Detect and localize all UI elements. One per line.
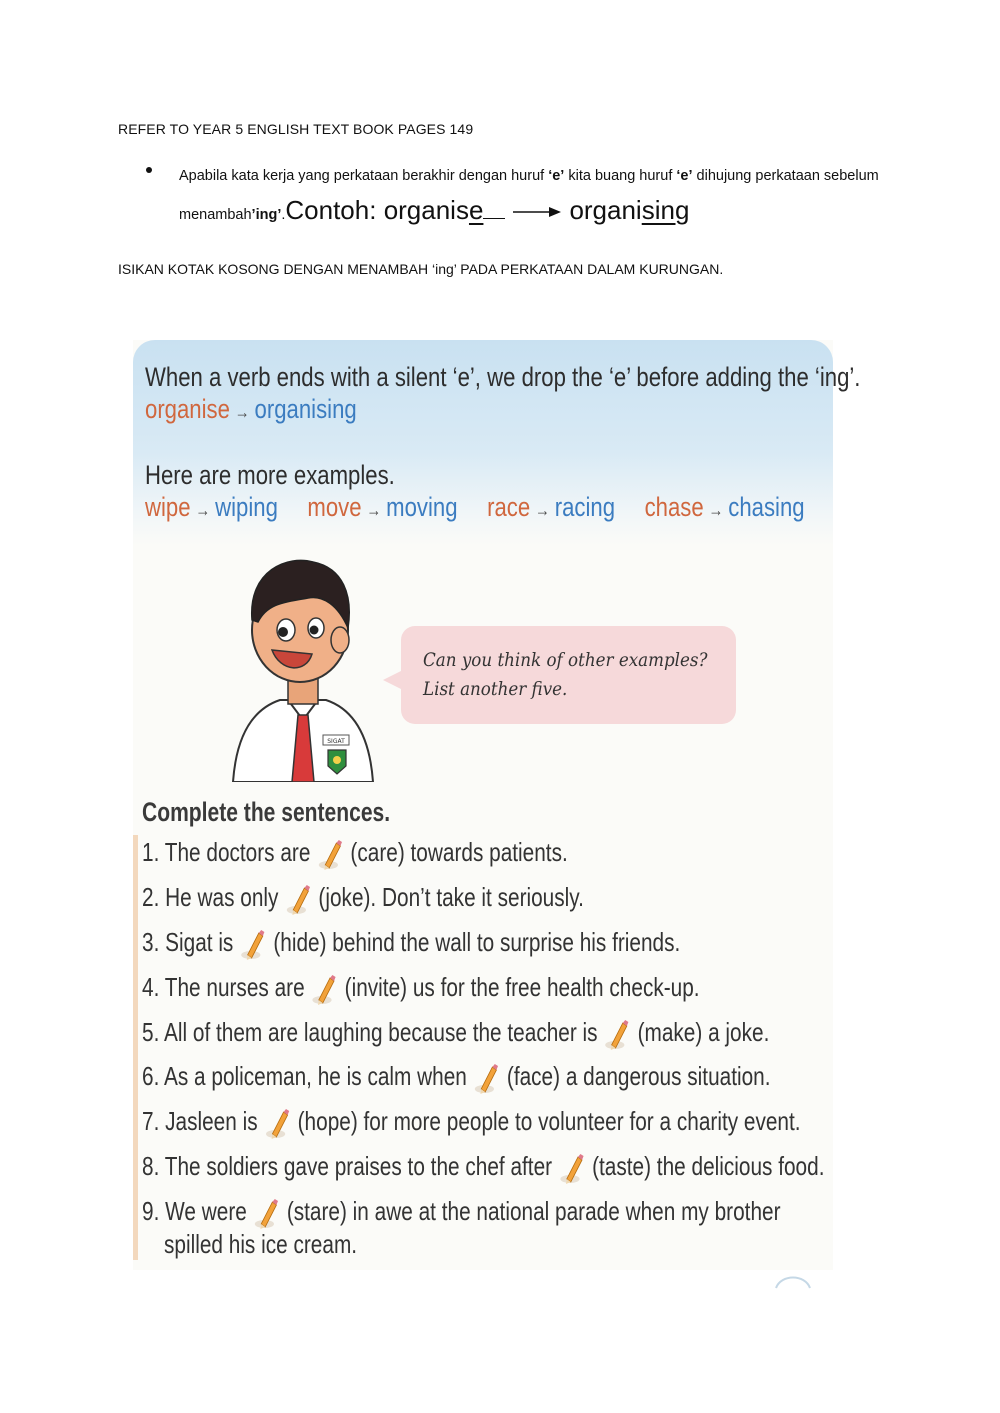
- sentence-item: 6. As a policeman, he is calm when (face) a dangerous situation.: [142, 1059, 771, 1095]
- example-pair: chase → chasing: [644, 492, 805, 522]
- sentence-item: 5. All of them are laughing because the teacher is (make) a joke.: [142, 1015, 769, 1051]
- rule-text: When a verb ends with a silent ‘e’, we drop the ‘e’ before adding the ‘ing’.: [145, 362, 861, 392]
- sentence-item: 9. We were (stare) in awe at the national parade when my brother: [142, 1194, 781, 1230]
- sentence-item: 7. Jasleen is (hope) for more people to volunteer for a charity event.: [142, 1104, 801, 1140]
- more-examples-label: Here are more examples.: [145, 460, 395, 490]
- bullet-icon: [146, 167, 152, 173]
- pencil-icon[interactable]: [317, 837, 344, 871]
- more-examples: [145, 492, 834, 523]
- example-pair: race → racing: [487, 492, 616, 522]
- pencil-icon[interactable]: [240, 927, 267, 961]
- rule-box: [133, 340, 861, 545]
- example-pair: wipe → wiping: [145, 492, 278, 522]
- sentence-item-continuation: spilled his ice cream.: [164, 1229, 358, 1259]
- boy-illustration: [228, 550, 378, 782]
- page-corner-mark: [773, 1272, 813, 1290]
- sentence-item: 8. The soldiers gave praises to the chef after (taste) the delicious food.: [142, 1149, 824, 1185]
- fill-instruction: ISIKAN KOTAK KOSONG DENGAN MENAMBAH ‘ing’ PADA PERKATAAN DALAM KURUNGAN.: [118, 261, 724, 277]
- bullet-text: Apabila kata kerja yang perkataan berakhir dengan huruf ‘e’ kita buang huruf ‘e’ dihujung perkataan sebelum menambah’ing’.Contoh: organise organising: [179, 168, 879, 225]
- sentence-item: 1. The doctors are (care) towards patients.: [142, 835, 568, 871]
- pencil-icon[interactable]: [264, 1106, 291, 1140]
- sentence-item: 3. Sigat is (hide) behind the wall to surprise his friends.: [142, 925, 680, 961]
- sentence-item: 2. He was only (joke). Don’t take it seriously.: [142, 880, 584, 916]
- task-title: Complete the sentences.: [142, 797, 391, 827]
- bubble-text: Can you think of other examples? List another five.: [423, 649, 708, 700]
- name-badge: SIGAT: [327, 738, 345, 745]
- pencil-icon[interactable]: [473, 1061, 500, 1095]
- right-arrow-icon: [513, 206, 561, 218]
- speech-bubble: [401, 626, 736, 724]
- pencil-icon[interactable]: [253, 1196, 280, 1230]
- pencil-icon[interactable]: [604, 1017, 631, 1051]
- pencil-icon[interactable]: [311, 972, 338, 1006]
- rule-example: organise → organising: [145, 394, 357, 424]
- example-base-word: organise: [384, 195, 506, 225]
- textbook-scan: [133, 340, 861, 1270]
- pencil-icon[interactable]: [558, 1151, 585, 1185]
- example-pair: move → moving: [307, 492, 458, 522]
- pencil-icon[interactable]: [285, 882, 312, 916]
- example-label: Contoh:: [285, 195, 384, 225]
- example-ing-word: organising: [569, 195, 690, 225]
- reference-line: REFER TO YEAR 5 ENGLISH TEXT BOOK PAGES 149: [118, 121, 474, 137]
- sentence-item: 4. The nurses are (invite) us for the free health check-up.: [142, 970, 700, 1006]
